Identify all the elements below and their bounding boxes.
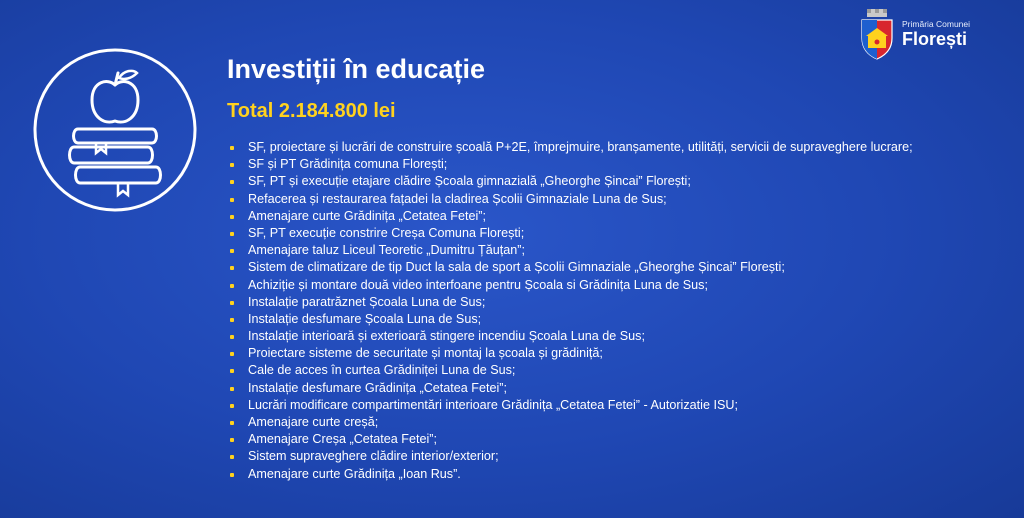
- list-item: Instalație desfumare Grădinița „Cetatea Fetei”;: [230, 380, 1010, 397]
- list-item: Achiziție și montare două video interfoane pentru Școala si Grădinița Luna de Sus;: [230, 277, 1010, 294]
- bullet-icon: [230, 232, 234, 236]
- list-item: Sistem de climatizare de tip Duct la sala de sport a Școlii Gimnaziale „Gheorghe Șincai” Florești;: [230, 259, 1010, 276]
- bullet-icon: [230, 198, 234, 202]
- bullet-icon: [230, 387, 234, 391]
- list-item: Refacerea și restaurarea fațadei la cladirea Școlii Gimnaziale Luna de Sus;: [230, 191, 1010, 208]
- bullet-icon: [230, 146, 234, 150]
- bullet-icon: [230, 438, 234, 442]
- apple-on-books-icon: [30, 45, 200, 215]
- list-item: Instalație paratrăznet Școala Luna de Sus;: [230, 294, 1010, 311]
- page-title: Investiții în educație: [227, 54, 486, 84]
- list-item: Proiectare sisteme de securitate și montaj la școala și grădiniță;: [230, 345, 1010, 362]
- bullet-icon: [230, 369, 234, 373]
- logo-subtitle: Primăria Comunei: [902, 18, 971, 29]
- list-item: Amenajare taluz Liceul Teoretic „Dumitru Țăuțan”;: [230, 242, 1010, 259]
- bullet-icon: [230, 352, 234, 356]
- bullet-icon: [230, 284, 234, 288]
- list-item: Amenajare curte Grădinița „Cetatea Fetei”;: [230, 208, 1010, 225]
- list-item: Instalație desfumare Școala Luna de Sus;: [230, 311, 1010, 328]
- list-item: Amenajare curte creșă;: [230, 414, 1010, 431]
- logo-title: Florești: [902, 29, 968, 50]
- investment-list: [230, 139, 1010, 483]
- bullet-icon: [230, 249, 234, 253]
- list-item: Instalație interioară și exterioară stingere incendiu Școala Luna de Sus;: [230, 328, 1010, 345]
- floresti-logo: [860, 6, 1010, 62]
- bullet-icon: [230, 318, 234, 322]
- list-item: Amenajare curte Grădinița „Ioan Rus”.: [230, 466, 1010, 483]
- bullet-icon: [230, 180, 234, 184]
- bullet-icon: [230, 163, 234, 167]
- coat-of-arms-icon: [860, 8, 894, 60]
- bullet-icon: [230, 455, 234, 459]
- list-item: SF, PT execuție constrire Creșa Comuna Florești;: [230, 225, 1010, 242]
- list-item: SF, PT și execuție etajare clădire Școala gimnazială „Gheorghe Șincai” Florești;: [230, 173, 1010, 190]
- bullet-icon: [230, 215, 234, 219]
- list-item: SF, proiectare și lucrări de construire școală P+2E, împrejmuire, branșamente, utilități, servicii de supraveghere lucrare;: [230, 139, 1010, 156]
- list-item: SF și PT Grădinița comuna Florești;: [230, 156, 1010, 173]
- list-item: Lucrări modificare compartimentări interioare Grădinița „Cetatea Fetei” - Autorizatie ISU;: [230, 397, 1010, 414]
- bullet-icon: [230, 421, 234, 425]
- education-icon: [30, 45, 200, 215]
- bullet-icon: [230, 404, 234, 408]
- bullet-icon: [230, 335, 234, 339]
- bullet-icon: [230, 473, 234, 477]
- list-item: Sistem supraveghere clădire interior/exterior;: [230, 448, 1010, 465]
- bullet-icon: [230, 266, 234, 270]
- list-item: Amenajare Creșa „Cetatea Fetei”;: [230, 431, 1010, 448]
- list-item: Cale de acces în curtea Grădiniței Luna de Sus;: [230, 362, 1010, 379]
- total-amount: Total 2.184.800 lei: [227, 100, 396, 122]
- bullet-icon: [230, 301, 234, 305]
